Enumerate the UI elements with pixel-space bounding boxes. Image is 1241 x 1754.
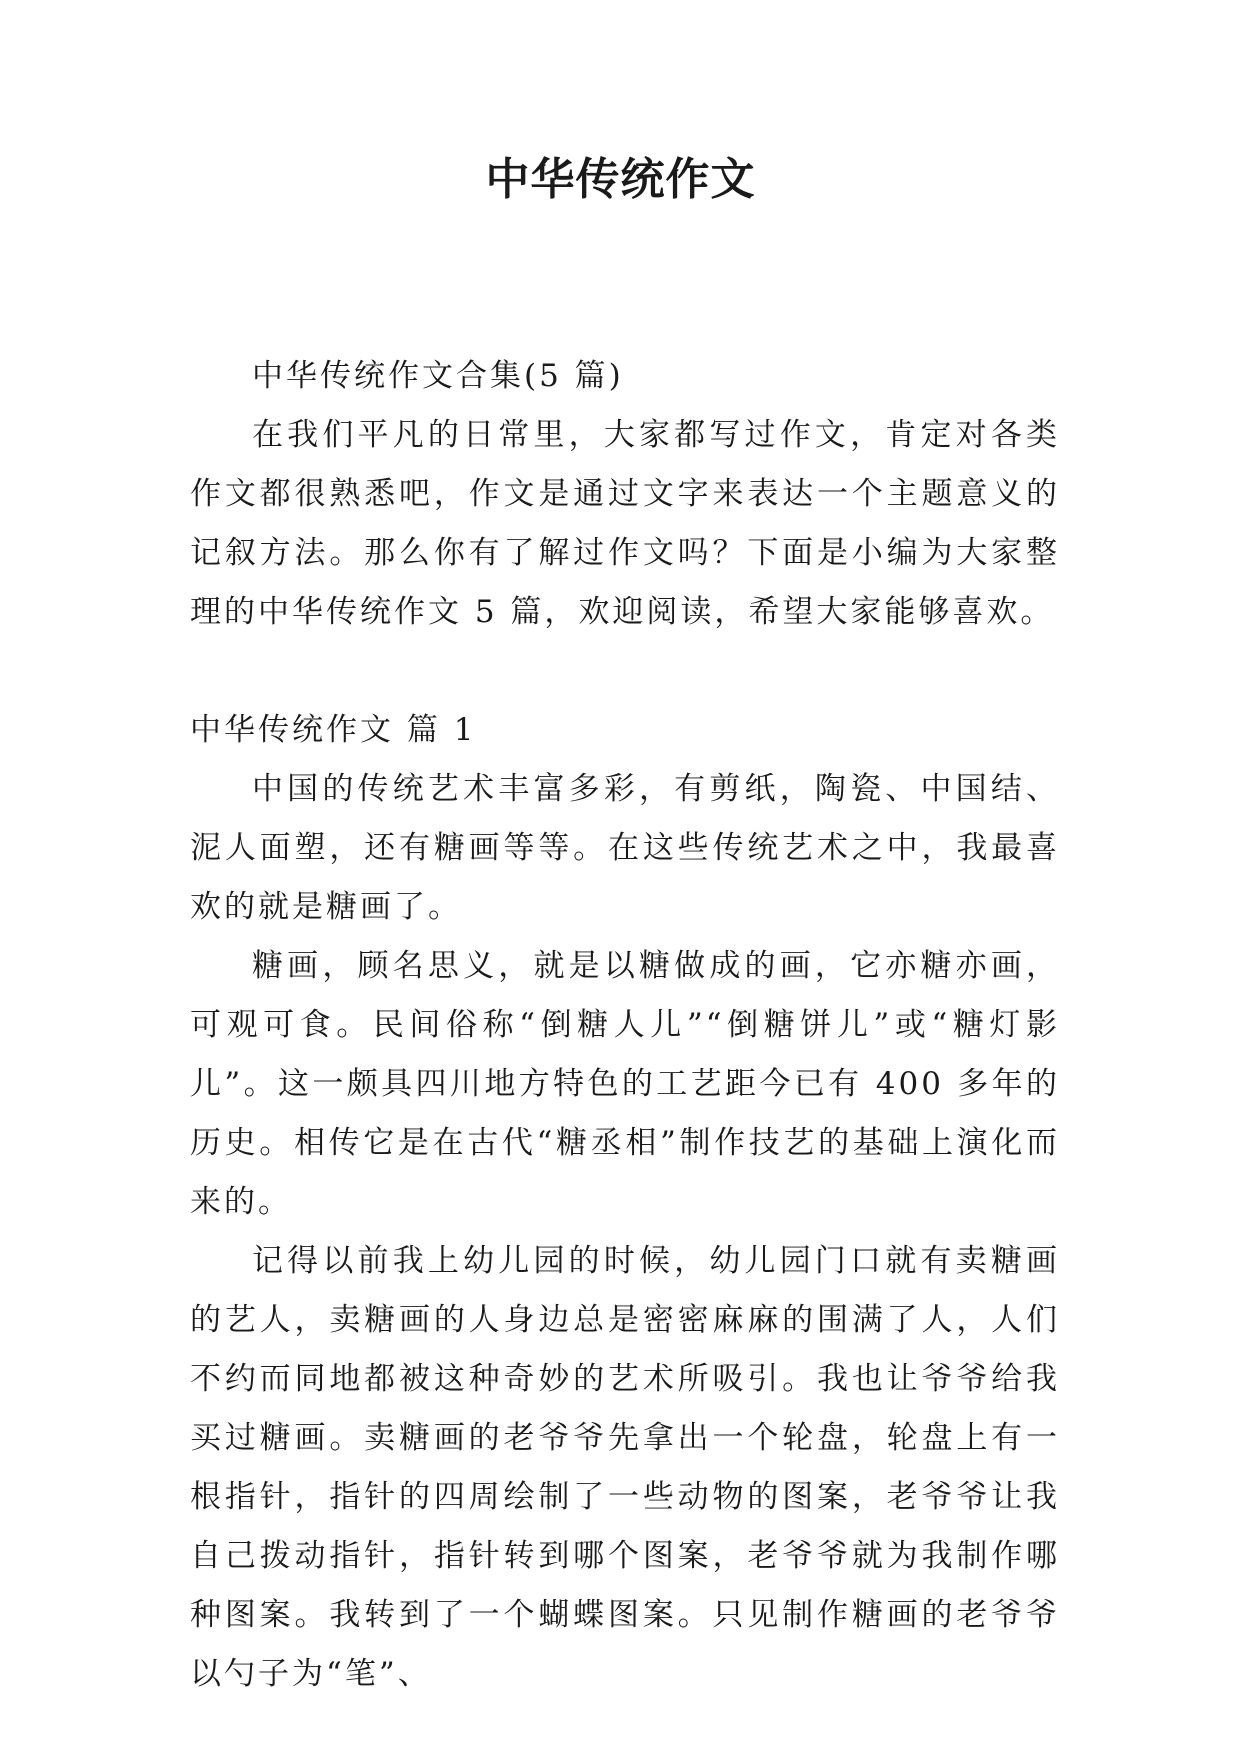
body-paragraph: 糖画，顾名思义，就是以糖做成的画，它亦糖亦画，可观可食。民间俗称“倒糖人儿”“倒糖饼儿”或“糖灯影儿”。这一颇具四川地方特色的工艺距今已有 400 多年的历史。相传它是在古代“糖丞相”制作技艺的基础上演化而来的。 (190, 948, 1060, 1220)
section-heading: 中华传统作文 篇 1 (190, 712, 477, 748)
intro-paragraph: 在我们平凡的日常里，大家都写过作文，肯定对各类作文都很熟悉吧，作文是通过文字来表达一个主题意义的记叙方法。那么你有了解过作文吗？下面是小编为大家整理的中华传统作文 5 篇，欢迎阅读，希望大家能够喜欢。 (190, 417, 1060, 630)
document-subtitle: 中华传统作文合集(5 篇) (252, 358, 624, 394)
body-paragraph: 中国的传统艺术丰富多彩，有剪纸，陶瓷、中国结、泥人面塑，还有糖画等等。在这些传统艺术之中，我最喜欢的就是糖画了。 (190, 771, 1060, 925)
document-body (190, 347, 1060, 1704)
body-paragraph: 记得以前我上幼儿园的时候，幼儿园门口就有卖糖画的艺人，卖糖画的人身边总是密密麻麻的围满了人，人们不约而同地都被这种奇妙的艺术所吸引。我也让爷爷给我买过糖画。卖糖画的老爷爷先拿出一个轮盘，轮盘上有一根指针，指针的四周绘制了一些动物的图案，老爷爷让我自己拨动指针，指针转到哪个图案，老爷爷就为我制作哪种图案。我转到了一个蝴蝶图案。只见制作糖画的老爷爷以勺子为“笔”、 (190, 1243, 1060, 1692)
document-title: 中华传统作文 (485, 154, 756, 205)
